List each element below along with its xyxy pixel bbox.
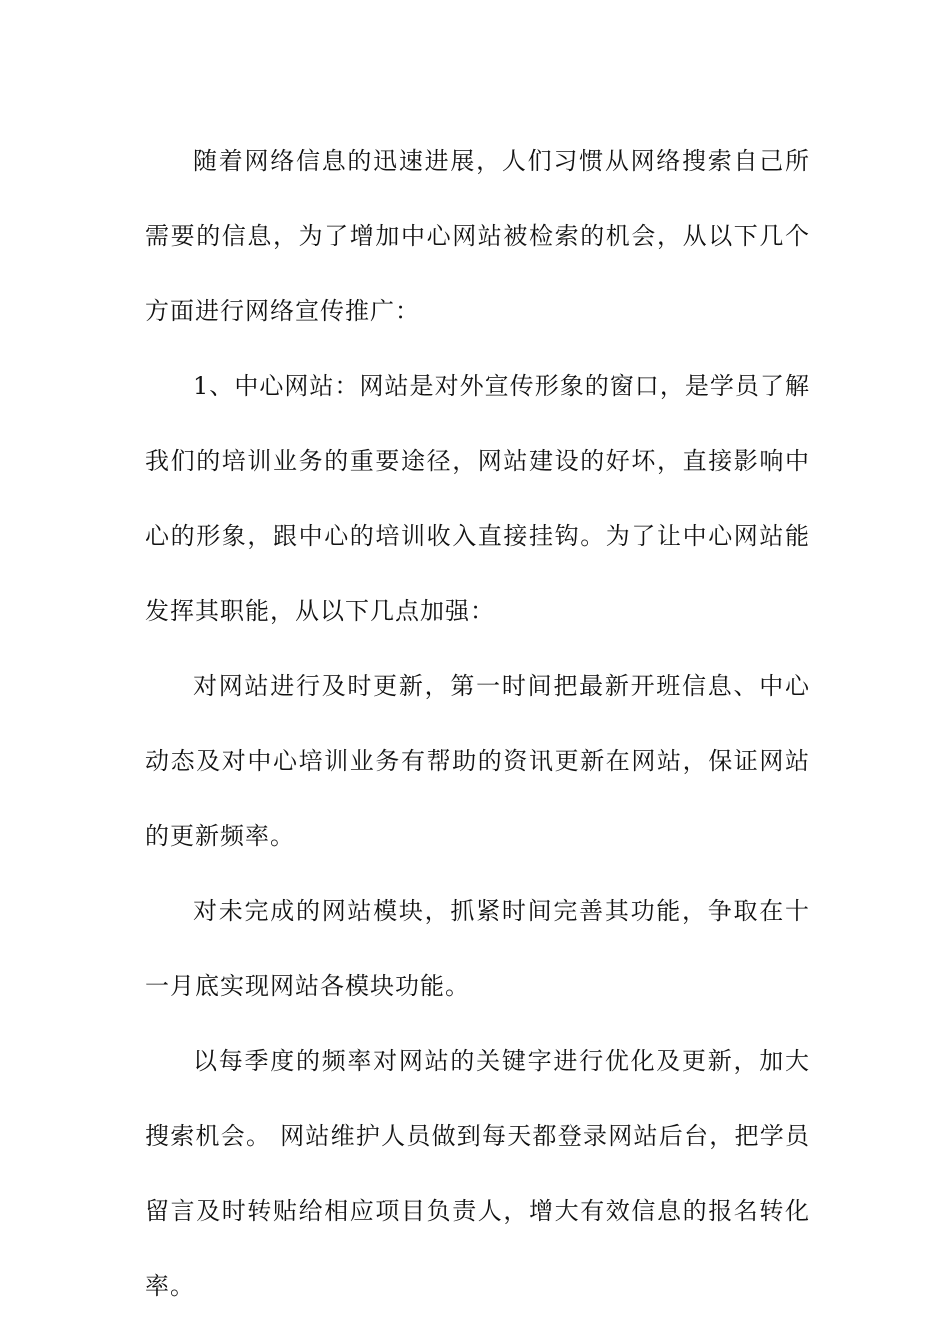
paragraph-intro: 随着网络信息的迅速进展，人们习惯从网络搜索自己所需要的信息，为了增加中心网站被检索的机会，从以下几个方面进行网络宣传推广： (145, 147, 810, 325)
paragraph-timely-update: 对网站进行及时更新，第一时间把最新开班信息、中心动态及对中心培训业务有帮助的资讯更新在网站，保证网站的更新频率。 (145, 672, 810, 850)
document-body (145, 124, 810, 1324)
paragraph-keyword-optimization: 以每季度的频率对网站的关键字进行优化及更新，加大搜索机会。 网站维护人员做到每天都登录网站后台，把学员留言及时转贴给相应项目负责人，增大有效信息的报名转化率。 (145, 1047, 810, 1300)
paragraph-unfinished-modules: 对未完成的网站模块，抓紧时间完善其功能，争取在十一月底实现网站各模块功能。 (145, 897, 810, 1000)
paragraph-center-website: 1、中心网站：网站是对外宣传形象的窗口，是学员了解我们的培训业务的重要途径，网站建设的好坏，直接影响中心的形象，跟中心的培训收入直接挂钩。为了让中心网站能发挥其职能，从以下几点加强： (145, 372, 810, 625)
